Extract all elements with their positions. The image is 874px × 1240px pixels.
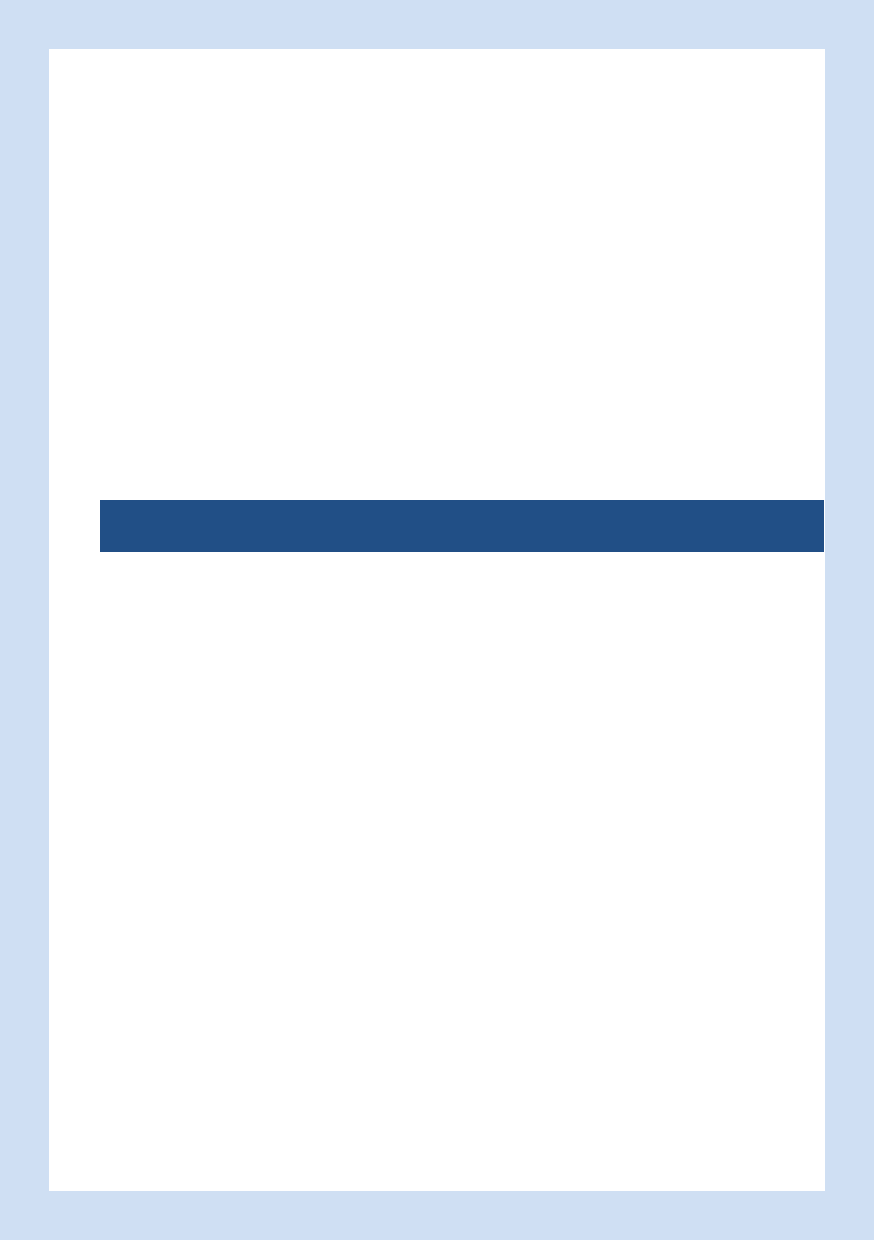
invitation-text	[99, 219, 789, 405]
invitation-line	[99, 281, 789, 312]
invitation-line	[99, 374, 789, 405]
band-discussion	[100, 526, 824, 552]
signature	[745, 419, 773, 440]
invitation-line	[99, 312, 789, 343]
invitation-sheet	[49, 49, 825, 1191]
schedule-table	[100, 500, 824, 552]
invitation-line	[99, 343, 789, 374]
invitation-line	[99, 250, 789, 281]
invitation-line	[99, 219, 789, 250]
band-presentations	[100, 500, 824, 526]
